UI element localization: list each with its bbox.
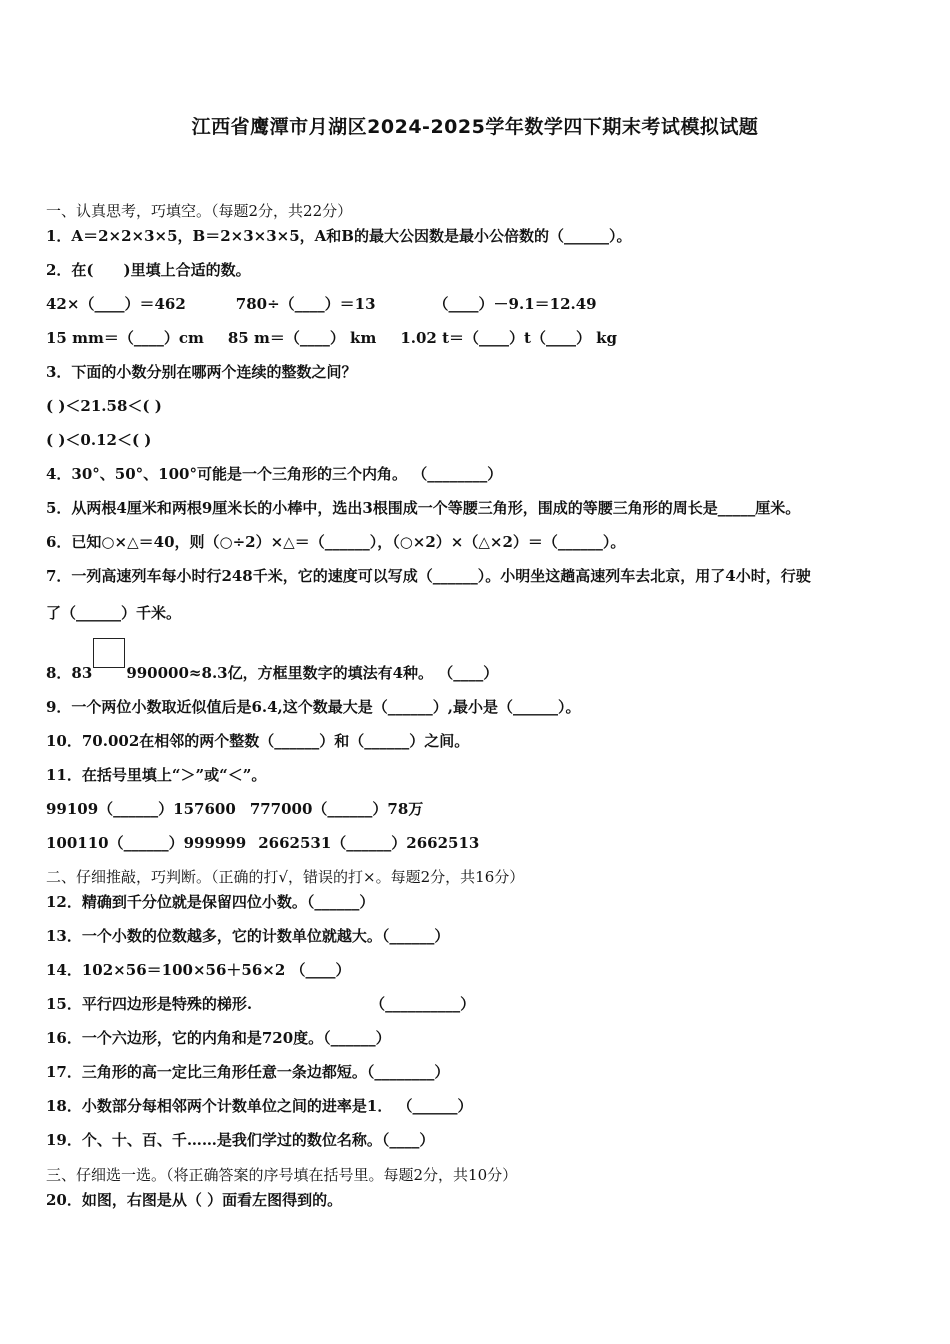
question-6: 6．已知○×△＝40，则（○÷2）×△＝（______），（○×2）×（△×2）＝（______）。 (46, 533, 626, 551)
question-11-stem: 11．在括号里填上“＞”或“＜”。 (46, 766, 267, 784)
section-1-heading: 一、认真思考，巧填空。（每题2分，共22分） (46, 202, 353, 220)
question-5: 5．从两根4厘米和两根9厘米长的小棒中，选出3根围成一个等腰三角形，围成的等腰三角形的周长是_____厘米。 (46, 499, 801, 517)
question-1: 1．A＝2×2×3×5，B＝2×3×3×5，A和B的最大公因数是最小公倍数的（______）。 (46, 227, 632, 245)
section-3-heading: 三、仔细选一选。（将正确答案的序号填在括号里。每题2分，共10分） (46, 1166, 518, 1184)
question-2-row-1 (46, 294, 597, 314)
question-20: 20．如图，右图是从（ ）面看左图得到的。 (46, 1191, 343, 1209)
page-title: 江西省鹰潭市月湖区2024-2025学年数学四下期末考试模拟试题 (191, 116, 759, 138)
answer-box (93, 638, 125, 668)
question-16: 16．一个六边形，它的内角和是720度。（______） (46, 1029, 391, 1047)
q2-item-3: （____）－9.1＝12.49 (433, 295, 597, 313)
question-4: 4．30°、50°、100°可能是一个三角形的三个内角。 （________） (46, 465, 503, 483)
question-3-stem: 3．下面的小数分别在哪两个连续的整数之间？ (46, 363, 357, 381)
q15-text: 15．平行四边形是特殊的梯形. (46, 995, 253, 1013)
q11-item-2: 777000（______）78万 (249, 800, 424, 818)
question-19: 19．个、十、百、千……是我们学过的数位名称。（____） (46, 1131, 435, 1149)
q11-item-3: 100110（______）999999 (46, 834, 247, 852)
q15-blank: （__________） (370, 995, 476, 1013)
question-9: 9．一个两位小数取近似值后是6.4,这个数最大是（______）,最小是（______）。 (46, 698, 581, 716)
q2-item-1: 42×（____）＝462 (46, 295, 186, 313)
q8-before: 8．83 (46, 664, 93, 682)
section-2-heading: 二、仔细推敲，巧判断。（正确的打√，错误的打×。每题2分，共16分） (46, 868, 525, 886)
q2-item-6: 1.02 t＝（____）t（____） kg (400, 329, 618, 347)
question-8 (46, 650, 498, 683)
q2-item-2: 780÷（____）＝13 (235, 295, 376, 313)
q11-item-1: 99109（______）157600 (46, 800, 236, 818)
question-3-a: ( )＜21.58＜( ) (46, 397, 162, 415)
question-17: 17．三角形的高一定比三角形任意一条边都短。（________） (46, 1063, 450, 1081)
q2-item-4: 15 mm＝（____）cm (46, 329, 204, 347)
question-11-row-2 (46, 833, 479, 853)
question-13: 13．一个小数的位数越多，它的计数单位就越大。（______） (46, 927, 450, 945)
question-12: 12．精确到千分位就是保留四位小数。（______） (46, 893, 375, 911)
question-15 (46, 994, 475, 1014)
question-2-row-2 (46, 328, 617, 348)
question-7-line-2: 了（______）千米。 (46, 604, 182, 622)
question-18: 18．小数部分每相邻两个计数单位之间的进率是1． （______） (46, 1097, 473, 1115)
q2-item-5: 85 m＝（____） km (227, 329, 377, 347)
question-14: 14．102×56＝100×56＋56×2 （____） (46, 961, 351, 979)
question-11-row-1 (46, 799, 423, 819)
question-2-stem: 2．在( )里填上合适的数。 (46, 261, 251, 279)
question-10: 10．70.002在相邻的两个整数（______）和（______）之间。 (46, 732, 470, 750)
q8-after: 990000≈8.3亿，方框里数字的填法有4种。 （____） (126, 664, 499, 682)
q11-item-4: 2662531（______）2662513 (258, 834, 480, 852)
question-3-b: ( )＜0.12＜( ) (46, 431, 152, 449)
question-7-line-1: 7．一列高速列车每小时行248千米，它的速度可以写成（______）。小明坐这趟高速列车去北京，用了4小时，行驶 (46, 567, 811, 585)
